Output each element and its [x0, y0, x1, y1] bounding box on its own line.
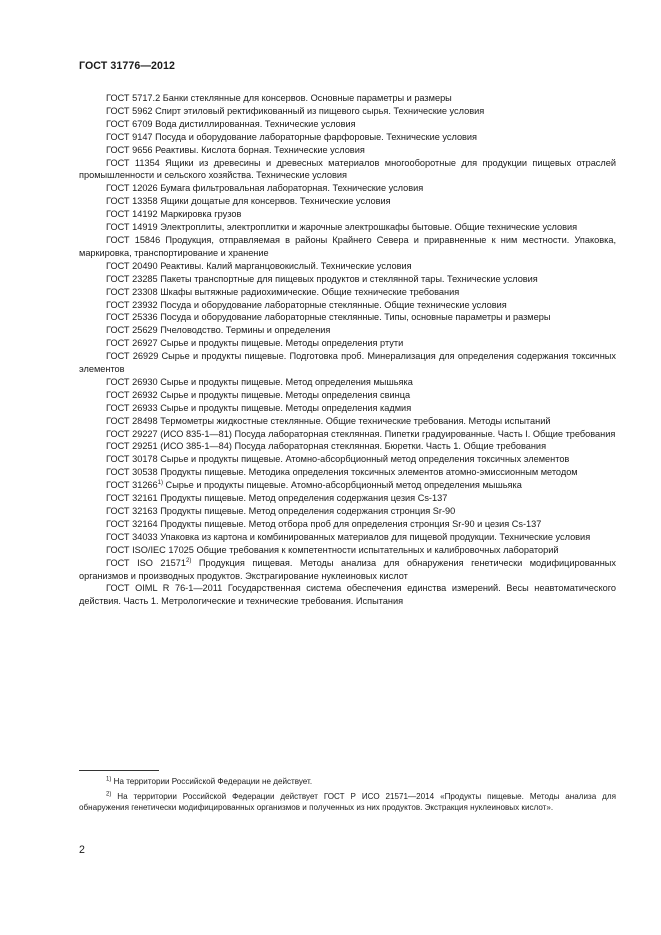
ref-entry: ГОСТ 12026 Бумага фильтровальная лабораторная. Технические условия [106, 183, 424, 194]
footnote-marker: 1) [106, 776, 112, 783]
ref-entry: ГОСТ 26929 Сырье и продукты пищевые. Подготовка проб. Минерализация для определения содержания токсичных элементов [79, 351, 616, 375]
ref-entry: ГОСТ OIML R 76-1—2011 Государственная система обеспечения единства измерений. Весы неавтоматического действия. Часть 1. Метрологические и технические требования. Испытания [79, 583, 616, 607]
ref-entry: ГОСТ 29251 (ИСО 385-1—84) Посуда лабораторная стеклянная. Бюретки. Часть 1. Общие требования [106, 441, 547, 452]
ref-entry: ГОСТ 26932 Сырье и продукты пищевые. Методы определения свинца [106, 389, 411, 400]
ref-entry: ГОСТ 26927 Сырье и продукты пищевые. Методы определения ртути [106, 338, 404, 349]
ref-entry: ГОСТ 23285 Пакеты транспортные для пищевых продуктов и стеклянной тары. Технические условия [106, 273, 538, 284]
ref-code: ГОСТ ISO 21571 [106, 557, 186, 568]
footnote-text: На территории Российской Федерации не действует. [111, 777, 313, 786]
ref-entry: ГОСТ 25336 Посуда и оборудование лабораторные стеклянные. Типы, основные параметры и размеры [106, 312, 551, 323]
ref-entry: ГОСТ 5962 Спирт этиловый ректификованный из пищевого сырья. Технические условия [106, 105, 485, 116]
footnote-text: На территории Российской Федерации действует ГОСТ Р ИСО 21571—2014 «Продукты пищевые. Методы анализа для обнаружения генетически модифицированных организмов и полученных из них продуктов. Экстракция нуклеиновых кислот». [79, 791, 616, 813]
ref-entry-footnoted [79, 557, 616, 583]
ref-title: Продукция пищевая. Методы анализа для обнаружения генетически модифицированных организмов и производных продуктов. Экстрагирование нуклеиновых кислот [79, 557, 616, 581]
ref-entry: ГОСТ 6709 Вода дистиллированная. Технические условия [106, 118, 356, 129]
footnote-marker: 1) [157, 480, 163, 487]
ref-entry: ГОСТ 30538 Продукты пищевые. Методика определения токсичных элементов атомно-эмиссионным методом [106, 467, 578, 478]
ref-entry: ГОСТ 9656 Реактивы. Кислота борная. Технические условия [106, 144, 365, 155]
ref-entry: ГОСТ 23308 Шкафы вытяжные радиохимические. Общие технические требования [106, 286, 460, 297]
ref-entry: ГОСТ 9147 Посуда и оборудование лабораторные фарфоровые. Технические условия [106, 131, 478, 142]
footnote-marker: 2) [185, 557, 192, 564]
ref-entry: ГОСТ 34033 Упаковка из картона и комбинированных материалов для пищевой продукции. Технические условия [106, 531, 591, 542]
ref-entry: ГОСТ 26933 Сырье и продукты пищевые. Методы определения кадмия [106, 402, 412, 413]
ref-entry: ГОСТ 5717.2 Банки стеклянные для консервов. Основные параметры и размеры [106, 93, 452, 103]
footnote [79, 791, 616, 814]
ref-entry: ГОСТ 20490 Реактивы. Калий марганцовокислый. Технические условия [106, 260, 412, 271]
footnote-divider [79, 770, 159, 771]
footnotes [79, 776, 616, 817]
ref-entry: ГОСТ 26930 Сырье и продукты пищевые. Метод определения мышьяка [106, 376, 413, 387]
ref-entry: ГОСТ ISO/IEC 17025 Общие требования к компетентности испытательных и калибровочных лабораторий [106, 544, 559, 555]
footnote-marker: 2) [106, 790, 112, 797]
ref-entry: ГОСТ 14919 Электроплиты, электроплитки и жарочные электрошкафы бытовые. Общие технические условия [106, 222, 578, 233]
ref-entry: ГОСТ 15846 Продукция, отправляемая в районы Крайнего Севера и приравненные к ним местности. Упаковка, маркировка, транспортирование и хранение [79, 234, 616, 258]
ref-entry: ГОСТ 14192 Маркировка грузов [106, 209, 242, 220]
references-list [79, 92, 616, 608]
ref-title: Сырье и продукты пищевые. Атомно-абсорбционный метод определения мышьяка [163, 480, 522, 491]
ref-entry: ГОСТ 29227 (ИСО 835-1—81) Посуда лабораторная стеклянная. Пипетки градуированные. Часть I. Общие требования [106, 428, 616, 439]
ref-entry: ГОСТ 13358 Ящики дощатые для консервов. Технические условия [106, 196, 391, 207]
ref-entry: ГОСТ 23932 Посуда и оборудование лабораторные стеклянные. Общие технические условия [106, 299, 507, 310]
ref-entry: ГОСТ 25629 Пчеловодство. Термины и определения [106, 325, 331, 336]
ref-entry: ГОСТ 30178 Сырье и продукты пищевые. Атомно-абсорбционный метод определения токсичных элементов [106, 454, 570, 465]
footnote [79, 776, 616, 788]
ref-entry: ГОСТ 28498 Термометры жидкостные стеклянные. Общие технические требования. Методы испытаний [106, 415, 551, 426]
ref-entry: ГОСТ 11354 Ящики из древесины и древесных материалов многооборотные для продукции пищевых отраслей промышленности и сельского хозяйства. Технические условия [79, 157, 616, 181]
ref-entry-footnoted [79, 479, 616, 492]
page-header: ГОСТ 31776—2012 [79, 60, 176, 72]
ref-entry: ГОСТ 32164 Продукты пищевые. Метод отбора проб для определения стронция Sr-90 и цезия Cs-137 [106, 518, 542, 529]
page-number: 2 [79, 844, 85, 856]
ref-entry: ГОСТ 32161 Продукты пищевые. Метод определения содержания цезия Cs-137 [106, 493, 448, 504]
ref-entry: ГОСТ 32163 Продукты пищевые. Метод определения содержания стронция Sr-90 [106, 506, 456, 516]
ref-code: ГОСТ 31266 [106, 480, 158, 491]
